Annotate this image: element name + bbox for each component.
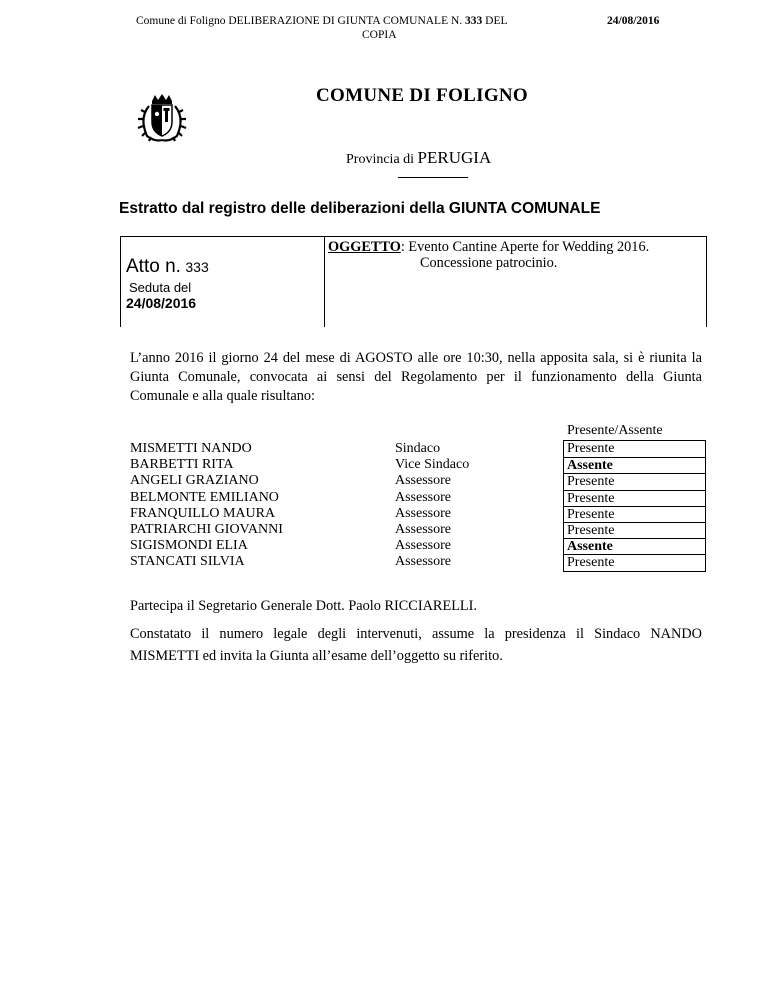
member-name: BELMONTE EMILIANO [130,489,279,505]
province-line [346,148,491,168]
subject-label: OGGETTO [328,239,401,255]
coat-of-arms-icon [133,92,191,144]
member-role: Assessore [395,522,451,538]
member-status: Presente [564,522,705,538]
member-role: Assessore [395,554,451,570]
act-label: Atto n. [126,256,181,277]
document-header [136,15,508,27]
member-status: Presente [564,506,705,522]
secretary-paragraph: Partecipa il Segretario Generale Dott. Paolo RICCIARELLI. [130,598,477,614]
member-status: Presente [564,554,705,570]
registry-title: Estratto dal registro delle deliberazioni della GIUNTA COMUNALE [119,200,601,217]
member-status: Presente [567,441,615,456]
subject-line-1 [328,239,649,256]
attendance-header: Presente/Assente [567,423,663,438]
member-name: STANCATI SILVIA [130,554,245,570]
member-role: Sindaco [395,441,441,456]
member-name: MISMETTI NANDO [130,441,252,456]
member-name: PATRIARCHI GIOVANNI [130,522,283,538]
attendance-status-table [563,440,706,572]
municipality-title: COMUNE DI FOLIGNO [316,85,528,106]
member-role: Assessore [395,489,451,505]
member-name: SIGISMONDI ELIA [130,538,248,554]
member-name: FRANQUILLO MAURA [130,505,276,521]
province-underline [398,177,468,178]
member-status: Presente [564,490,705,506]
member-role: Assessore [395,538,451,554]
act-number: 333 [185,259,209,275]
member-role: Assessore [395,473,451,489]
member-name: BARBETTI RITA [130,457,234,473]
intro-paragraph: L’anno 2016 il giorno 24 del mese di AGOSTO alle ore 10:30, nella apposita sala, si è riunita la Giunta Comunale, convocata ai sensi del Regolamento per il funzionamento della Giunta Comunale e alla quale risultano: [130,350,702,404]
session-date: 24/08/2016 [126,295,197,311]
header-text: Comune di Foligno DELIBERAZIONE DI GIUNTA COMUNALE N. [136,15,466,27]
province-name: PERUGIA [417,148,492,167]
session-label: Seduta del [129,280,192,295]
member-name: ANGELI GRAZIANO [130,473,259,489]
member-role: Assessore [395,505,451,521]
header-number: 333 [465,15,483,27]
act-number-line [126,256,209,278]
member-role: Vice Sindaco [395,457,470,473]
member-status: Assente [564,457,705,473]
quorum-paragraph: Constatato il numero legale degli intervenuti, assume la presidenza il Sindaco NANDO MISMETTI ed invita la Giunta all’esame dell’oggetto su riferito. [130,626,702,664]
header-text-mid: DEL [482,15,508,27]
copy-label: COPIA [362,29,397,41]
header-date: 24/08/2016 [607,15,660,27]
attendance-roles [395,441,469,571]
province-label: Provincia di [346,152,415,167]
subject-text-1: : Evento Cantine Aperte for Wedding 2016. [400,239,650,255]
member-status: Presente [564,473,705,489]
member-status: Assente [564,538,705,554]
attendance-names [130,441,283,571]
subject-text-2: Concessione patrocinio. [420,255,558,271]
